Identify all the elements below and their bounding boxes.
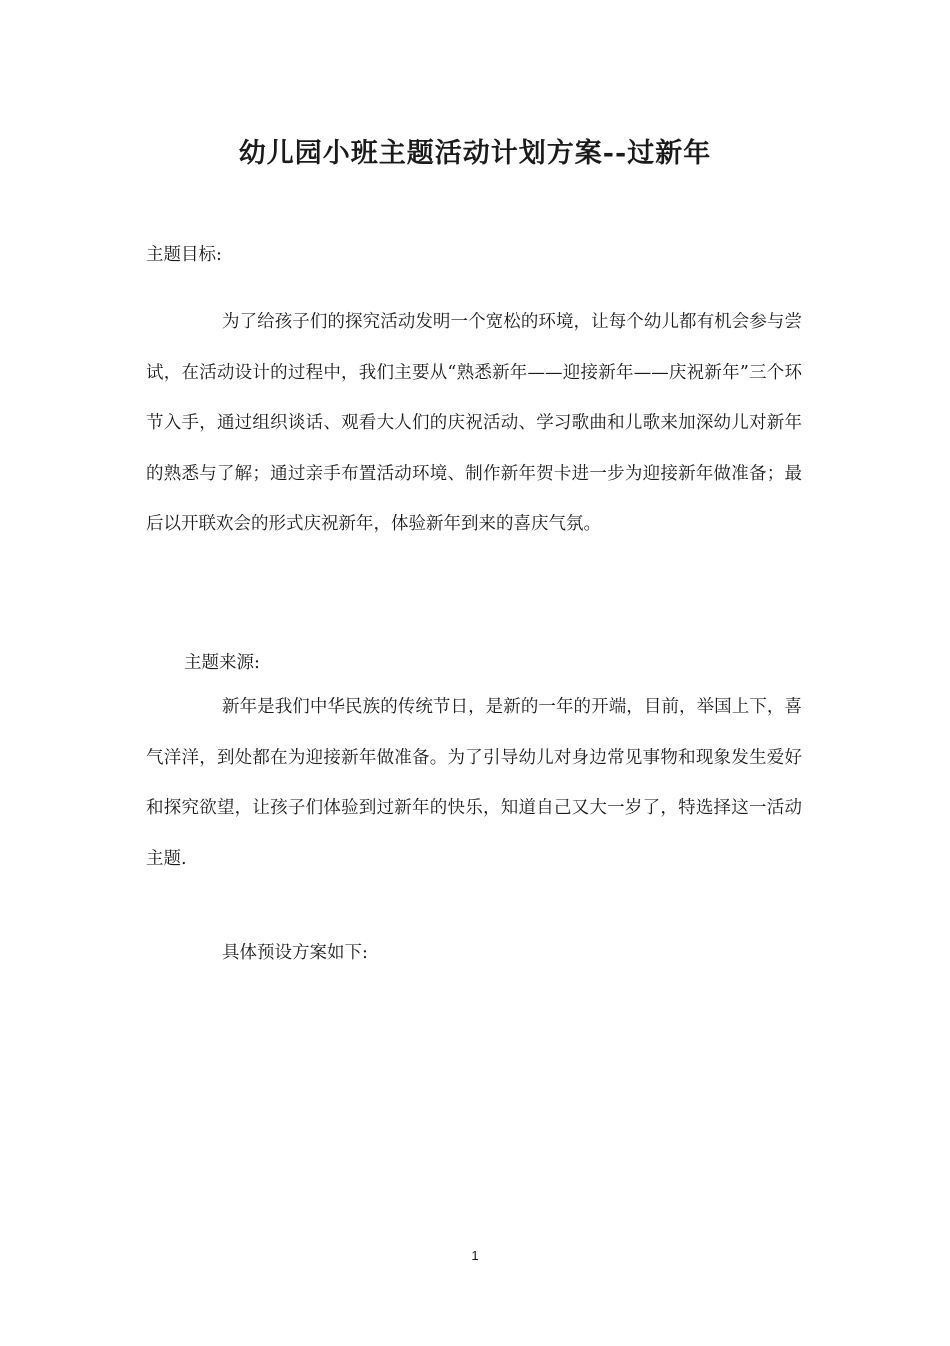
document-title: 幼儿园小班主题活动计划方案--过新年 (238, 138, 712, 169)
section-heading-goals: 主题目标: (146, 245, 222, 265)
section-paragraph-goals: 为了给孩子们的探究活动发明一个宽松的环境，让每个幼儿都有机会参与尝试，在活动设计的过程中，我们主要从“熟悉新年——迎接新年——庆祝新年”三个环节入手，通过组织谈话、观看大人们的庆祝活动、学习歌曲和儿歌来加深幼儿对新年的熟悉与了解；通过亲手布置活动环境、制作新年贺卡进一步为迎接新年做准备；最后以开联欢会的形式庆祝新年，体验新年到来的喜庆气氛。 (146, 312, 802, 534)
section-paragraph-source: 新年是我们中华民族的传统节日，是新的一年的开端，目前，举国上下，喜气洋洋，到处都在为迎接新年做准备。为了引导幼儿对身边常见事物和现象发生爱好和探究欲望，让孩子们体验到过新年的快乐，知道自己又大一岁了，特选择这一活动主题. (146, 697, 802, 869)
closing-line: 具体预设方案如下: (222, 943, 368, 963)
section-heading-source: 主题来源: (184, 653, 260, 673)
page-number: 1 (471, 1248, 479, 1263)
